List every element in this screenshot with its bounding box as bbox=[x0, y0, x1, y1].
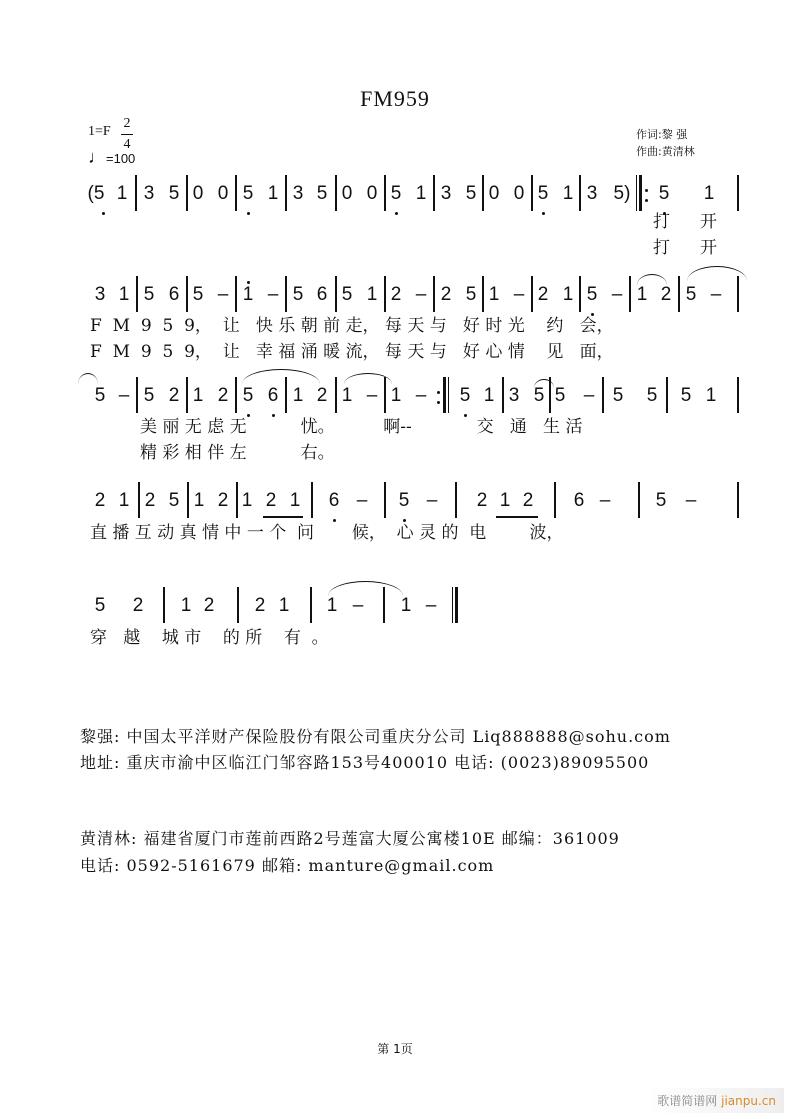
composer-credit: 作曲:黄清林 bbox=[636, 145, 695, 158]
barline bbox=[136, 377, 138, 413]
note: 2 bbox=[144, 490, 156, 511]
note: – bbox=[599, 490, 611, 511]
note: – bbox=[352, 595, 364, 616]
barline bbox=[737, 175, 739, 211]
note: 5 bbox=[459, 385, 471, 406]
score-line-3 bbox=[82, 385, 750, 463]
lyric: 开 bbox=[700, 212, 717, 232]
note: 5 bbox=[655, 490, 667, 511]
barline bbox=[135, 175, 137, 211]
note: 5 bbox=[192, 284, 204, 305]
note: 5 bbox=[465, 183, 477, 204]
barline bbox=[602, 377, 604, 413]
note: 5 bbox=[143, 284, 155, 305]
watermark-en: jianpu.cn bbox=[721, 1094, 776, 1108]
note: 5 bbox=[242, 385, 254, 406]
barline bbox=[737, 482, 739, 518]
note: 2 bbox=[265, 490, 277, 511]
note: 1 bbox=[562, 284, 574, 305]
note: – bbox=[425, 595, 437, 616]
note: 5 bbox=[341, 284, 353, 305]
repeat-dot bbox=[645, 189, 648, 192]
note: – bbox=[217, 284, 229, 305]
note: – bbox=[513, 284, 525, 305]
note: 5 bbox=[658, 183, 670, 204]
barline bbox=[235, 276, 237, 312]
barline bbox=[549, 377, 551, 413]
note: 3 bbox=[143, 183, 155, 204]
note: 2 bbox=[94, 490, 106, 511]
note: 1 bbox=[180, 595, 192, 616]
note: 5 bbox=[168, 490, 180, 511]
note: – bbox=[118, 385, 130, 406]
note: 5 bbox=[537, 183, 549, 204]
barline bbox=[138, 482, 140, 518]
note: 5 bbox=[586, 284, 598, 305]
repeat-dot bbox=[437, 401, 440, 404]
note: 2 bbox=[254, 595, 266, 616]
note: 1 bbox=[636, 284, 648, 305]
barline bbox=[285, 175, 287, 211]
note: 3 bbox=[292, 183, 304, 204]
note: 6 bbox=[573, 490, 585, 511]
time-signature-bottom: 4 bbox=[123, 137, 131, 152]
note: 2 bbox=[522, 490, 534, 511]
note: – bbox=[415, 385, 427, 406]
score-title: FM959 bbox=[360, 86, 430, 111]
tie-continuation bbox=[78, 373, 98, 384]
repeat-dot bbox=[437, 391, 440, 394]
note: 2 bbox=[660, 284, 672, 305]
note: 5 bbox=[398, 490, 410, 511]
barline bbox=[384, 175, 386, 211]
watermark bbox=[649, 1088, 784, 1113]
note: – bbox=[583, 385, 595, 406]
note: 1 bbox=[292, 385, 304, 406]
lyric: 打 bbox=[653, 238, 670, 258]
lyrics-verse-1: 穿 越 城 市 的 所 有 。 bbox=[90, 628, 329, 648]
barline bbox=[384, 377, 386, 413]
barline bbox=[311, 482, 313, 518]
barline bbox=[383, 587, 385, 623]
low-octave-dot bbox=[542, 212, 545, 215]
note: 0 bbox=[192, 183, 204, 204]
lyricist-address: 地址: 重庆市渝中区临江门邹容路153号400010 电话: (0023)89095500 bbox=[80, 753, 650, 772]
note: – bbox=[685, 490, 697, 511]
barline bbox=[554, 482, 556, 518]
composer-phone-email: 电话: 0592-5161679 邮箱: manture@gmail.com bbox=[80, 856, 495, 875]
note: 1 bbox=[415, 183, 427, 204]
note: 2 bbox=[316, 385, 328, 406]
note: 2 bbox=[132, 595, 144, 616]
lyricist-credit: 作词:黎 强 bbox=[636, 128, 688, 141]
barline bbox=[235, 377, 237, 413]
note: 2 bbox=[203, 595, 215, 616]
note: 3 bbox=[94, 284, 106, 305]
note: 5) bbox=[613, 183, 631, 204]
barline bbox=[433, 175, 435, 211]
barline bbox=[482, 276, 484, 312]
barline bbox=[236, 482, 238, 518]
barline bbox=[384, 276, 386, 312]
note: 1 bbox=[499, 490, 511, 511]
credits bbox=[636, 126, 695, 160]
low-octave-dot bbox=[247, 212, 250, 215]
barline bbox=[310, 587, 312, 623]
composer-contact: 黄清林: 福建省厦门市莲前西路2号莲富大厦公寓楼10E 邮编：361009 bbox=[80, 829, 620, 848]
note: 5 bbox=[646, 385, 658, 406]
low-octave-dot bbox=[102, 212, 105, 215]
tempo-value: =100 bbox=[106, 151, 136, 166]
note: 0 bbox=[341, 183, 353, 204]
note: 5 bbox=[94, 385, 106, 406]
barline bbox=[285, 377, 287, 413]
note: 1 bbox=[326, 595, 338, 616]
note: 1 bbox=[289, 490, 301, 511]
barline bbox=[455, 482, 457, 518]
quarter-note-icon: ♩ bbox=[88, 147, 106, 167]
lyricist-contact: 黎强: 中国太平洋财产保险股份有限公司重庆分公司 Liq888888@sohu.com bbox=[80, 727, 671, 746]
note: 6 bbox=[316, 284, 328, 305]
barline bbox=[531, 276, 533, 312]
tie bbox=[328, 581, 403, 596]
barline bbox=[678, 276, 680, 312]
lyrics-verse-1: 直 播 互 动 真 情 中 一 个 问 候， 心 灵 的 电 波， bbox=[90, 523, 564, 543]
barline bbox=[638, 482, 640, 518]
high-octave-dot bbox=[247, 281, 250, 284]
note: 5 bbox=[316, 183, 328, 204]
barline bbox=[163, 587, 165, 623]
barline bbox=[737, 276, 739, 312]
score-line-4 bbox=[82, 490, 750, 543]
note: 0 bbox=[366, 183, 378, 204]
note: 2 bbox=[390, 284, 402, 305]
note: – bbox=[366, 385, 378, 406]
note: 0 bbox=[217, 183, 229, 204]
note: – bbox=[356, 490, 368, 511]
repeat-dot bbox=[645, 199, 648, 202]
note: 6 bbox=[168, 284, 180, 305]
lyrics-verse-2: 精 彩 相 伴 左 右。 bbox=[140, 443, 335, 463]
note: 1 bbox=[483, 385, 495, 406]
final-barline bbox=[452, 587, 458, 623]
note: – bbox=[415, 284, 427, 305]
note: 2 bbox=[476, 490, 488, 511]
note: 1 bbox=[193, 490, 205, 511]
barline bbox=[235, 175, 237, 211]
note: (5 bbox=[87, 183, 105, 204]
barline bbox=[666, 377, 668, 413]
barline bbox=[186, 377, 188, 413]
note: 1 bbox=[341, 385, 353, 406]
note: 5 bbox=[554, 385, 566, 406]
barline bbox=[186, 276, 188, 312]
barline bbox=[384, 482, 386, 518]
barline bbox=[531, 175, 533, 211]
note: – bbox=[710, 284, 722, 305]
barline bbox=[629, 276, 631, 312]
note: 3 bbox=[508, 385, 520, 406]
note: 1 bbox=[562, 183, 574, 204]
note: – bbox=[426, 490, 438, 511]
barline bbox=[335, 175, 337, 211]
note: 1 bbox=[267, 183, 279, 204]
note: 1 bbox=[118, 490, 130, 511]
note: 1 bbox=[118, 284, 130, 305]
note: 3 bbox=[440, 183, 452, 204]
repeat-end-barline bbox=[443, 377, 449, 413]
note: 5 bbox=[465, 284, 477, 305]
note: 2 bbox=[168, 385, 180, 406]
time-signature-top: 2 bbox=[123, 116, 131, 131]
note: 5 bbox=[685, 284, 697, 305]
lyric: 打 bbox=[653, 212, 670, 232]
note: 2 bbox=[537, 284, 549, 305]
lyrics-verse-2: F M 9 5 9， 让 幸 福 涌 暖 流， 每 天 与 好 心 情 见 面， bbox=[90, 342, 614, 362]
barline bbox=[737, 377, 739, 413]
note: 5 bbox=[242, 183, 254, 204]
note: – bbox=[611, 284, 623, 305]
note: 5 bbox=[94, 595, 106, 616]
page-number: 第 1页 bbox=[377, 1042, 413, 1056]
note: 5 bbox=[533, 385, 545, 406]
note: 2 bbox=[217, 490, 229, 511]
low-octave-dot bbox=[395, 212, 398, 215]
repeat-start-barline bbox=[636, 175, 642, 211]
barline bbox=[186, 175, 188, 211]
barline bbox=[335, 377, 337, 413]
note: 6 bbox=[328, 490, 340, 511]
lyrics-verse-1: 美 丽 无 虑 无 忧。 啊-- 交 通 生 活 bbox=[140, 417, 583, 437]
note: 2 bbox=[217, 385, 229, 406]
lyrics-verse-1: F M 9 5 9， 让 快 乐 朝 前 走， 每 天 与 好 时 光 约 会， bbox=[90, 316, 614, 336]
slur bbox=[242, 369, 320, 384]
barline bbox=[579, 175, 581, 211]
note: 3 bbox=[586, 183, 598, 204]
note: 1 bbox=[241, 490, 253, 511]
note: 5 bbox=[292, 284, 304, 305]
lyric: 开 bbox=[700, 238, 717, 258]
barline bbox=[136, 276, 138, 312]
score-line-5 bbox=[82, 595, 750, 648]
barline bbox=[187, 482, 189, 518]
score-line-1 bbox=[82, 183, 750, 258]
barline bbox=[285, 276, 287, 312]
note: 0 bbox=[513, 183, 525, 204]
note: 1 bbox=[703, 183, 715, 204]
barline bbox=[237, 587, 239, 623]
barline bbox=[335, 276, 337, 312]
note: 1 bbox=[488, 284, 500, 305]
note: 1 bbox=[116, 183, 128, 204]
note: 1 bbox=[400, 595, 412, 616]
score-line-2 bbox=[82, 284, 750, 362]
tempo-marking bbox=[88, 147, 135, 168]
key-signature: 1=F bbox=[88, 124, 111, 139]
note: 1 bbox=[390, 385, 402, 406]
note: 1 bbox=[366, 284, 378, 305]
note: 1 bbox=[242, 284, 254, 305]
note: 5 bbox=[143, 385, 155, 406]
note: 2 bbox=[440, 284, 452, 305]
note: 6 bbox=[267, 385, 279, 406]
watermark-cn: 歌谱简谱网 bbox=[657, 1094, 718, 1108]
barline bbox=[433, 276, 435, 312]
note: 1 bbox=[705, 385, 717, 406]
note: 5 bbox=[168, 183, 180, 204]
barline bbox=[482, 175, 484, 211]
barline bbox=[502, 377, 504, 413]
note: 0 bbox=[488, 183, 500, 204]
note: 1 bbox=[192, 385, 204, 406]
barline bbox=[579, 276, 581, 312]
note: 5 bbox=[612, 385, 624, 406]
note: 1 bbox=[278, 595, 290, 616]
note: 5 bbox=[390, 183, 402, 204]
note: – bbox=[267, 284, 279, 305]
note: 5 bbox=[680, 385, 692, 406]
